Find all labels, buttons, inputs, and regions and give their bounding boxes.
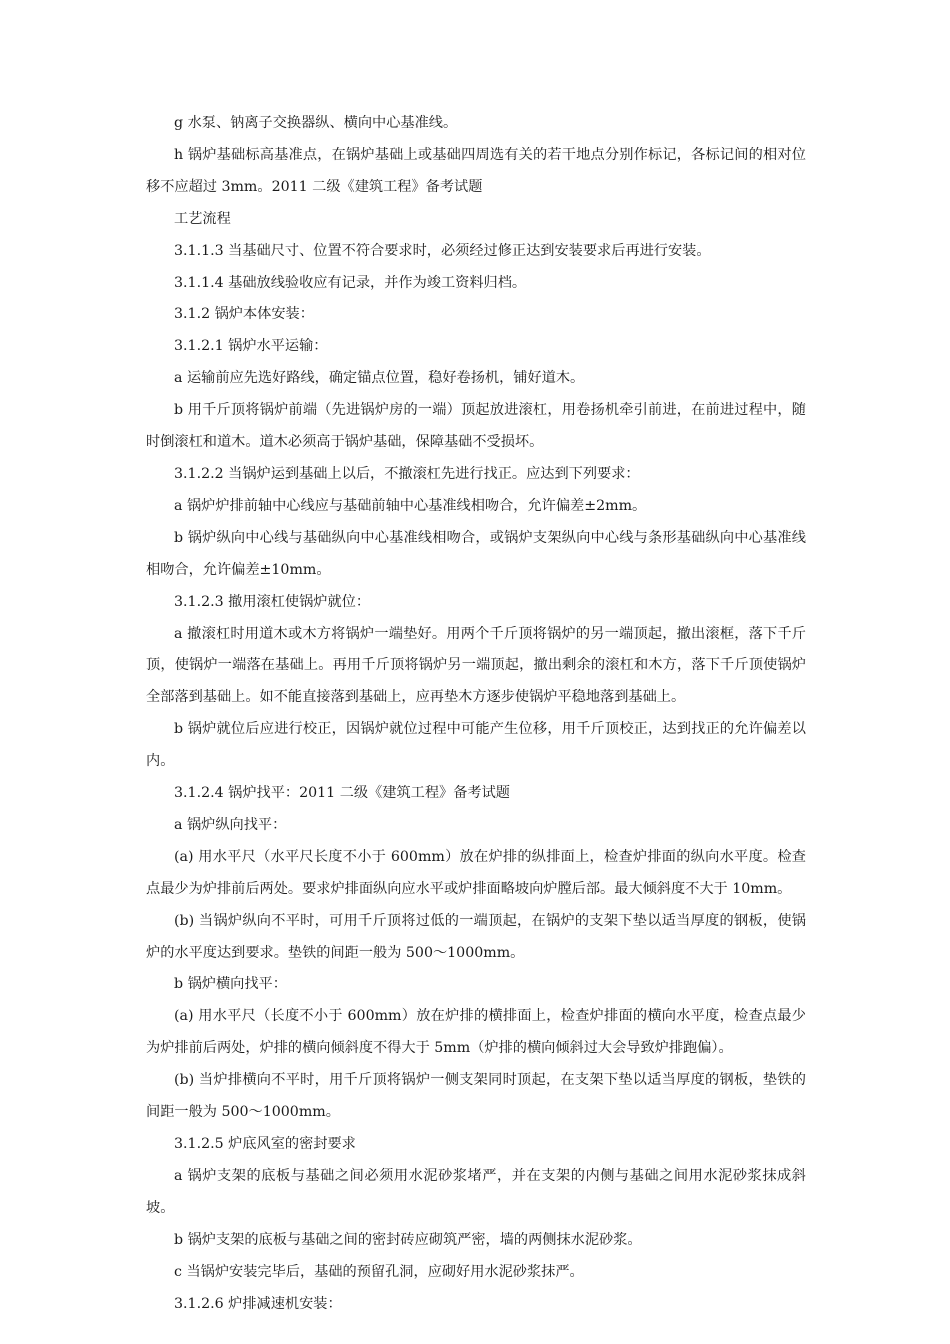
paragraph: b 锅炉纵向中心线与基础纵向中心基准线相吻合，或锅炉支架纵向中心线与条形基础纵向中心基准线相吻合，允许偏差±10mm。 <box>146 529 806 578</box>
paragraph: (b) 当炉排横向不平时，用千斤顶将锅炉一侧支架同时顶起，在支架下垫以适当厚度的钢板，垫铁的间距一般为 500～1000mm。 <box>146 1072 806 1121</box>
paragraph: a 锅炉炉排前轴中心线应与基础前轴中心基准线相吻合，允许偏差±2mm。 <box>174 497 647 514</box>
paragraph: c 当锅炉安装完毕后，基础的预留孔洞，应砌好用水泥砂浆抹严。 <box>174 1263 584 1280</box>
paragraph: (a) 用水平尺（长度不小于 600mm）放在炉排的横排面上，检查炉排面的横向水平度，检查点最少为炉排前后两处，炉排的横向倾斜度不得大于 5mm（炉排的横向倾斜过大会导致炉排跑偏）。 <box>146 1008 806 1057</box>
paragraph: g 水泵、钠离子交换器纵、横向中心基准线。 <box>174 115 458 131</box>
paragraph: b 用千斤顶将锅炉前端（先进锅炉房的一端）顶起放进滚杠，用卷扬机牵引前进，在前进过程中，随时倒滚杠和道木。道木必须高于锅炉基础，保障基础不受损坏。 <box>146 402 806 451</box>
section-heading: 3.1.2.3 撤用滚杠使锅炉就位： <box>174 593 371 610</box>
paragraph: 3.1.2.2 当锅炉运到基础上以后，不撤滚杠先进行找正。应达到下列要求： <box>174 465 640 482</box>
section-heading: 工艺流程 <box>174 210 231 227</box>
section-heading: 3.1.2 锅炉本体安装： <box>174 306 314 323</box>
paragraph: b 锅炉横向找平： <box>174 976 287 993</box>
paragraph: a 锅炉纵向找平： <box>174 816 287 833</box>
paragraph: a 撤滚杠时用道木或木方将锅炉一端垫好。用两个千斤顶将锅炉的另一端顶起，撤出滚框，落下千斤顶，使锅炉一端落在基础上。再用千斤顶将锅炉另一端顶起，撤出剩余的滚杠和木方，落下千斤顶使锅炉全部落到基础上。如不能直接落到基础上，应再垫木方逐步使锅炉平稳地落到基础上。 <box>146 625 806 706</box>
paragraph: a 锅炉支架的底板与基础之间必须用水泥砂浆堵严，并在支架的内侧与基础之间用水泥砂浆抹成斜坡。 <box>146 1167 806 1216</box>
section-heading: 3.1.2.4 锅炉找平：2011 二级《建筑工程》备考试题 <box>174 785 510 802</box>
paragraph: (a) 用水平尺（水平尺长度不小于 600mm）放在炉排的纵排面上，检查炉排面的纵向水平度。检查点最少为炉排前后两处。要求炉排面纵向应水平或炉排面略坡向炉膛后部。最大倾斜度不大于 10mm。 <box>146 848 806 897</box>
section-heading: 3.1.2.6 炉排减速机安装： <box>174 1295 342 1312</box>
paragraph: b 锅炉支架的底板与基础之间的密封砖应砌筑严密，墙的两侧抹水泥砂浆。 <box>174 1231 642 1248</box>
paragraph: b 锅炉就位后应进行校正，因锅炉就位过程中可能产生位移，用千斤顶校正，达到找正的允许偏差以内。 <box>146 721 806 770</box>
paragraph: 3.1.1.3 当基础尺寸、位置不符合要求时，必须经过修正达到安装要求后再进行安装。 <box>174 242 711 259</box>
section-heading: 3.1.2.5 炉底风室的密封要求 <box>174 1136 356 1152</box>
paragraph: h 锅炉基础标高基准点，在锅炉基础上或基础四周选有关的若干地点分别作标记，各标记间的相对位移不应超过 3mm。2011 二级《建筑工程》备考试题 <box>146 146 806 195</box>
section-heading: 3.1.2.1 锅炉水平运输： <box>174 338 328 355</box>
paragraph: 3.1.1.4 基础放线验收应有记录，并作为竣工资料归档。 <box>174 274 527 291</box>
document-body <box>146 108 806 1320</box>
paragraph: a 运输前应先选好路线，确定锚点位置，稳好卷扬机，铺好道木。 <box>174 370 585 387</box>
paragraph: (b) 当锅炉纵向不平时，可用千斤顶将过低的一端顶起，在锅炉的支架下垫以适当厚度的钢板，使锅炉的水平度达到要求。垫铁的间距一般为 500～1000mm。 <box>146 912 806 961</box>
